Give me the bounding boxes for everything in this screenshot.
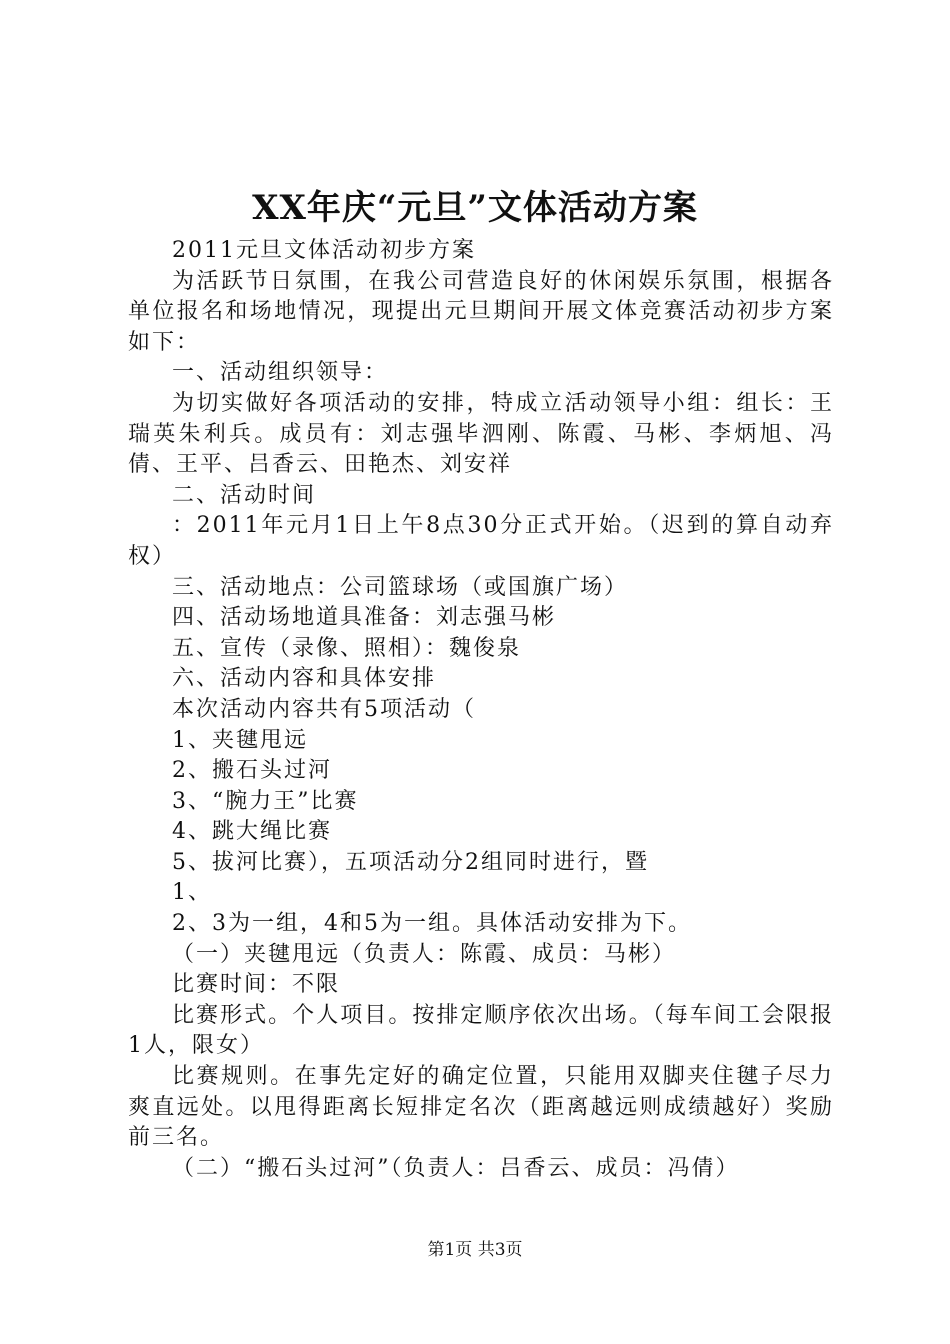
list-item: 4、跳大绳比赛 bbox=[172, 819, 332, 845]
page-footer: 第1页 共3页 bbox=[427, 1240, 523, 1260]
list-item: 1、夹毽甩远 bbox=[172, 727, 308, 753]
list-item: 3、“腕力王”比赛 bbox=[172, 788, 359, 814]
paragraph: 为切实做好各项活动的安排，特成立活动领导小组：组长：王瑞英朱利兵。成员有：刘志强毕泗刚、陈霞、马彬、李炳旭、冯倩、王平、吕香云、田艳杰、刘安祥 bbox=[128, 390, 834, 478]
paragraph: 比赛形式。个人项目。按排定顺序依次出场。（每车间工会限报1人，限女） bbox=[128, 1002, 834, 1059]
paragraph: 比赛规则。在事先定好的确定位置，只能用双脚夹住毽子尽力爽直远处。以甩得距离长短排定名次（距离越远则成绩越好）奖励前三名。 bbox=[128, 1064, 834, 1151]
section-heading: （二）“搬石头过河”（负责人：吕香云、成员：冯倩） bbox=[172, 1155, 740, 1181]
paragraph: 一、活动组织领导： bbox=[172, 360, 389, 386]
paragraph: 2011元旦文体活动初步方案 bbox=[172, 238, 476, 263]
list-item: 2、搬石头过河 bbox=[172, 758, 332, 784]
paragraph: 本次活动内容共有5项活动（ bbox=[172, 696, 476, 722]
paragraph: ：2011年元月1日上午8点30分正式开始。（迟到的算自动弃权） bbox=[128, 513, 834, 569]
paragraph: 五、宣传（录像、照相）：魏俊泉 bbox=[172, 635, 522, 661]
paragraph: 为活跃节日氛围，在我公司营造良好的休闲娱乐氛围，根据各单位报名和场地情况，现提出元旦期间开展文体竞赛活动初步方案如下： bbox=[128, 268, 834, 355]
paragraph: 四、活动场地道具准备：刘志强马彬 bbox=[172, 605, 557, 631]
list-item: 5、拔河比赛），五项活动分2组同时进行，暨 bbox=[172, 849, 649, 875]
section-heading: （一）夹毽甩远（负责人：陈霞、成员：马彬） bbox=[172, 941, 677, 967]
document-body bbox=[128, 236, 834, 1184]
list-item: 1、 bbox=[172, 880, 212, 906]
document-title: XX年庆“元旦”文体活动方案 bbox=[252, 188, 698, 228]
paragraph: 比赛时间：不限 bbox=[172, 972, 341, 998]
list-item: 2、3为一组，4和5为一组。具体活动安排为下。 bbox=[172, 911, 692, 937]
paragraph: 二、活动时间 bbox=[172, 482, 317, 508]
paragraph: 三、活动地点：公司篮球场（或国旗广场） bbox=[172, 574, 629, 600]
paragraph: 六、活动内容和具体安排 bbox=[172, 666, 437, 692]
